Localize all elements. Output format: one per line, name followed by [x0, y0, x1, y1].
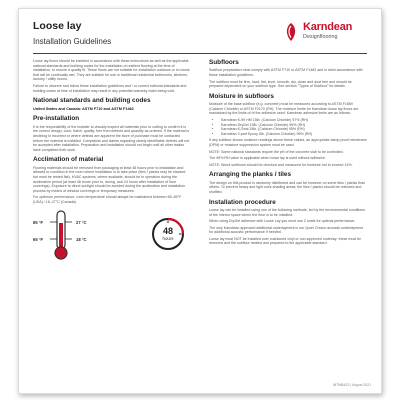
procedure-text: When using DryGel adhesive with Loose Lay you must use 2 coats for optimal performance. [209, 219, 356, 224]
subfloors-text: Subfloor preparation must comply with ASTM F710 or ASTM F1482 and in strict accordance with these installation guidelines. [209, 68, 363, 77]
thermometer-icon [47, 209, 75, 261]
procedure-text: The only Karndean approved additional underlayment is our Quiet Choice acoustic underlayment for additional acoustic performance if needed. [209, 225, 364, 235]
acclimation-heading: Acclimation of material [33, 156, 104, 164]
temp-high-fahrenheit: 85 °F [33, 220, 44, 226]
moisture-note: NOTE: Some national standards require the pH of the concrete slab to be controlled. [209, 149, 344, 154]
acclimation-text: Flooring materials should be removed from packaging at least 48 hours prior to installation and allowed to condition in the room where installation is to take place (tiles / planks may be stacked but must be rested flat). HVAC systems, where available, should be in operation during the acclimation period (at least 48 hours prior to, during, and 24 hours after installation of floor coverings). Exposure to direct sunlight should be avoided during the acclimation and installation process by means of window coverings or temporary measures. [33, 165, 186, 193]
karndean-logo-icon [281, 22, 301, 42]
arranging-text: The design on this product is randomly distributed and can be however on some tiles / planks than others. To prevent heavy and light color shading areas, the tiles / planks should be unboxed and shuffled. [209, 180, 366, 194]
temp-low-fahrenheit: 65 °F [33, 237, 44, 243]
moisture-text: The 95% RH value is applicable when loose lay is used without adhesive. [209, 156, 326, 161]
preinstallation-heading: Pre-installation [33, 115, 80, 123]
moisture-heading: Moisture in subfloors [209, 92, 274, 100]
brand-name: Karndean [303, 21, 353, 33]
list-item: • Karndean DryGel 15lb. (Calcium Chloride) 95% (RH) [221, 123, 367, 128]
list-item: • Karndean 2-part Epoxy 8lb. (Calcium Chloride) 95% (RH) [221, 132, 367, 137]
preinstallation-text: It is the responsibility of the installer to visually inspect all materials prior to cutting to confirm it is the correct design, color, batch, quality, free from defects and quantity as ordered. If the material is declining in incorrect or where defects are apparent the store of purchase must be contacted before the material is installed. Complaints and claims regarding clearly identifiable defects will not be accepted after installation. Preparation and installation should not begin until all other trades have completed their work. [33, 124, 190, 152]
subfloors-text: The subfloor must be firm, hard, flat, level, smooth, dry, clean and dust free and should be prepared dependent on your subfloor type. See section "Types of Subfloor" for details. [209, 79, 352, 89]
acclimation-text: For optimum performance, room temperature should always be maintained between 65–85°F (USA) / 18–27°C (Canada). [33, 195, 182, 204]
intro-paragraph: Loose lay floors should be installed in accordance with these instructions as well as the applicable national standards and building codes for the installation of resilient flooring at the time of installation, to ensure a quality fit. These floors are not suitable for installation outdoors or in rooms that will be continually wet. They are suitable for use in traditional residential bathrooms, kitchens, laundry / utility rooms. [33, 59, 190, 82]
procedure-text: Loose lay must NOT be installed over cushioned vinyl or non-approved underlay; these must be removed and the subfloor treated and prepared to the applicable standard. [209, 236, 362, 246]
header-divider [33, 53, 367, 54]
temp-high-celsius: 27 °C [76, 220, 87, 226]
page-subtitle: Installation Guidelines [33, 37, 112, 46]
document-page [18, 8, 382, 394]
adhesive-limits-list [209, 118, 367, 136]
brand-tagline: Designflooring [303, 34, 338, 40]
page-title: Loose lay [33, 20, 82, 32]
moisture-text: If any subfloor shows moisture readings above these values, an appropriate damp proof membrane (DPM) or moisture suppression system must be used. [209, 138, 367, 147]
moisture-note: NOTE: Wood subfloors should be checked and measured for moisture not to exceed 14%. [209, 162, 353, 167]
procedure-heading: Installation procedure [209, 198, 276, 206]
left-column [33, 59, 191, 265]
clock-hours-number: 48 [162, 226, 173, 237]
moisture-intro: Moisture of the base subfloor (e.g. concrete) must be measured according to ASTM F1869 (Calcium Chloride) or ASTM F2170 (RH). The moisture limits for Karndean loose lay floors are maintained by the limits of of the adhesive used. Karndean adhesive limits are as follows: [209, 102, 359, 116]
acclimation-illustration [33, 207, 191, 265]
procedure-text: Loose lay can be installed using one of the following methods, led by the environmental conditions of the interior space where the floor is to be installed. [209, 207, 366, 217]
list-item: • Karndean K-99 HM 15lb. (Calcium Chloride) 97% (RH) [221, 118, 367, 123]
temp-low-celsius: 18 °C [76, 237, 87, 243]
standards-heading: National standards and building codes [33, 97, 151, 105]
brand-logo [281, 19, 371, 45]
standards-text: United States and Canada: ASTM F710 and ASTM F1482 [33, 106, 134, 111]
arranging-heading: Arranging the planks / tiles [209, 171, 292, 179]
clock-label [151, 227, 185, 241]
subfloors-heading: Subfloors [209, 59, 239, 66]
right-column [209, 59, 367, 248]
list-item: • Karndean K-Seal 15lb. (Calcium Chloride) 95% (RH) [221, 127, 367, 132]
clock-hours-unit: hours [162, 236, 174, 242]
document-footer: INTMBA22 | August 2021 [332, 383, 371, 387]
intro-paragraph: Failure to observe and follow these installation guidelines and / or correct national standards and building codes at time of installation may result in any potential warranty claim being void. [33, 83, 187, 93]
